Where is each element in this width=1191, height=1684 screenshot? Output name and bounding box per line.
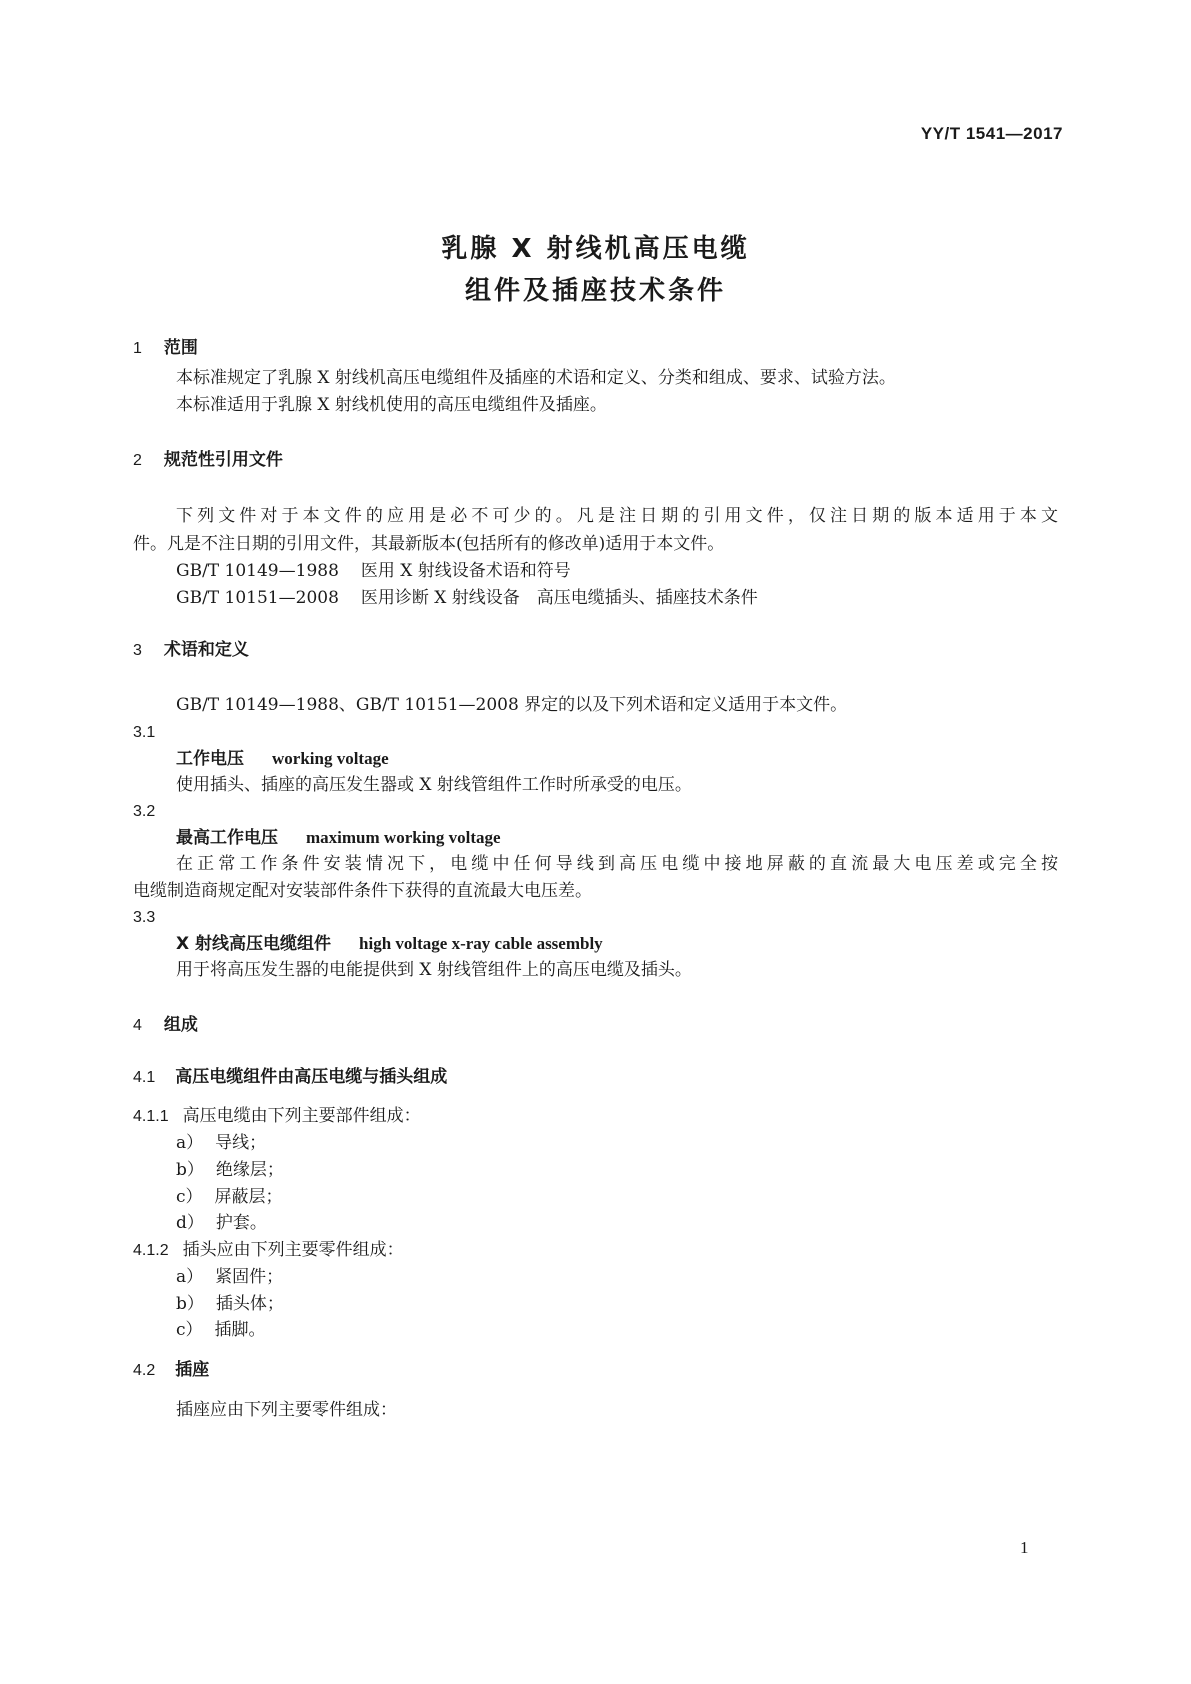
section-number: 2: [133, 452, 142, 469]
section-4-heading: [133, 1011, 198, 1040]
section-4-2-heading: [133, 1356, 209, 1385]
title-line-2: 组件及插座技术条件: [464, 276, 726, 306]
list-item: [176, 1129, 266, 1157]
list-text: 绝缘层；: [215, 1160, 284, 1180]
term-chinese: 工作电压: [176, 749, 244, 769]
section-3-intro: GB/T 10149—1988、GB/T 10151—2008 界定的以及下列术语和定义适用于本文件。: [176, 695, 848, 715]
section-text: 高压电缆由下列主要部件组成：: [182, 1106, 421, 1126]
list-text: 导线；: [215, 1133, 267, 1153]
list-item: [176, 1263, 283, 1291]
section-4-1-1: [133, 1102, 421, 1131]
reference-1: [176, 557, 571, 585]
list-text: 插脚。: [214, 1320, 266, 1340]
list-item: [176, 1209, 267, 1237]
section-2-heading: [133, 446, 283, 475]
list-marker: a）: [176, 1133, 204, 1153]
term-3-2-label: [176, 824, 501, 852]
list-text: 插头体；: [215, 1294, 284, 1314]
term-3-3-label: [176, 930, 603, 958]
list-marker: c）: [176, 1187, 203, 1207]
list-item: [176, 1316, 266, 1344]
reference-code: GB/T 10151—2008: [176, 588, 339, 608]
section-title: 组成: [163, 1015, 198, 1035]
section-number: 4.1.2: [133, 1242, 169, 1259]
term-3-1-number: 3.1: [133, 724, 156, 741]
term-english: maximum working voltage: [306, 828, 501, 847]
term-chinese: 最高工作电压: [176, 828, 278, 848]
section-title: 范围: [163, 338, 198, 358]
section-title: 插座: [175, 1360, 210, 1380]
list-text: 护套。: [215, 1213, 267, 1233]
section-number: 1: [133, 340, 142, 357]
section-4-1-2: [133, 1236, 404, 1265]
list-item: [176, 1290, 284, 1318]
section-1-heading: [133, 334, 198, 363]
term-english: working voltage: [272, 749, 389, 768]
section-2-paragraph-line-2: 件。凡是不注日期的引用文件，其最新版本(包括所有的修改单)适用于本文件。: [133, 534, 725, 554]
standard-code: YY/T 1541—2017: [920, 124, 1063, 143]
section-3-heading: [133, 636, 249, 665]
list-marker: d）: [176, 1213, 204, 1233]
reference-2: [176, 584, 758, 612]
reference-title: 医用 X 射线设备术语和符号: [360, 561, 571, 581]
list-marker: b）: [176, 1294, 204, 1314]
term-3-3-number: 3.3: [133, 909, 156, 926]
section-text: 插头应由下列主要零件组成：: [182, 1240, 404, 1260]
list-item: [176, 1156, 284, 1184]
section-4-1-heading: [133, 1063, 447, 1092]
section-4-2-text: 插座应由下列主要零件组成：: [176, 1400, 397, 1420]
section-title: 高压电缆组件由高压电缆与插头组成: [175, 1067, 448, 1087]
section-2-paragraph-line-1: 下列文件对于本文件的应用是必不可少的。凡是注日期的引用文件，仅注日期的版本适用于本文: [176, 506, 1058, 526]
list-marker: b）: [176, 1160, 204, 1180]
page-number: 1: [1020, 1538, 1029, 1557]
reference-code: GB/T 10149—1988: [176, 561, 339, 581]
section-number: 4: [133, 1017, 142, 1034]
section-title: 术语和定义: [163, 640, 249, 660]
section-number: 4.1: [133, 1069, 156, 1086]
term-3-1-label: [176, 745, 389, 773]
term-3-2-definition-line-2: 电缆制造商规定配对安装部件条件下获得的直流最大电压差。: [133, 881, 592, 901]
term-english: high voltage x-ray cable assembly: [359, 934, 603, 953]
term-3-3-definition: 用于将高压发生器的电能提供到 X 射线管组件上的高压电缆及插头。: [176, 960, 692, 980]
list-marker: a）: [176, 1267, 204, 1287]
list-item: [176, 1183, 283, 1211]
title-line-1: 乳腺 X 射线机高压电缆: [441, 234, 750, 264]
section-number: 3: [133, 642, 142, 659]
section-number: 4.2: [133, 1362, 156, 1379]
reference-title: 医用诊断 X 射线设备 高压电缆插头、插座技术条件: [360, 588, 758, 608]
list-marker: c）: [176, 1320, 203, 1340]
term-3-1-definition: 使用插头、插座的高压发生器或 X 射线管组件工作时所承受的电压。: [176, 775, 692, 795]
section-1-paragraph-1: 本标准规定了乳腺 X 射线机高压电缆组件及插座的术语和定义、分类和组成、要求、试验方法。: [176, 368, 896, 388]
list-text: 紧固件；: [215, 1267, 284, 1287]
term-3-2-definition-line-1: 在正常工作条件安装情况下，电缆中任何导线到高压电缆中接地屏蔽的直流最大电压差或完全按: [176, 854, 1058, 874]
section-title: 规范性引用文件: [163, 450, 283, 470]
section-1-paragraph-2: 本标准适用于乳腺 X 射线机使用的高压电缆组件及插座。: [176, 395, 607, 415]
term-3-2-number: 3.2: [133, 803, 156, 820]
term-chinese: X 射线高压电缆组件: [176, 934, 332, 954]
section-number: 4.1.1: [133, 1108, 169, 1125]
list-text: 屏蔽层；: [214, 1187, 283, 1207]
